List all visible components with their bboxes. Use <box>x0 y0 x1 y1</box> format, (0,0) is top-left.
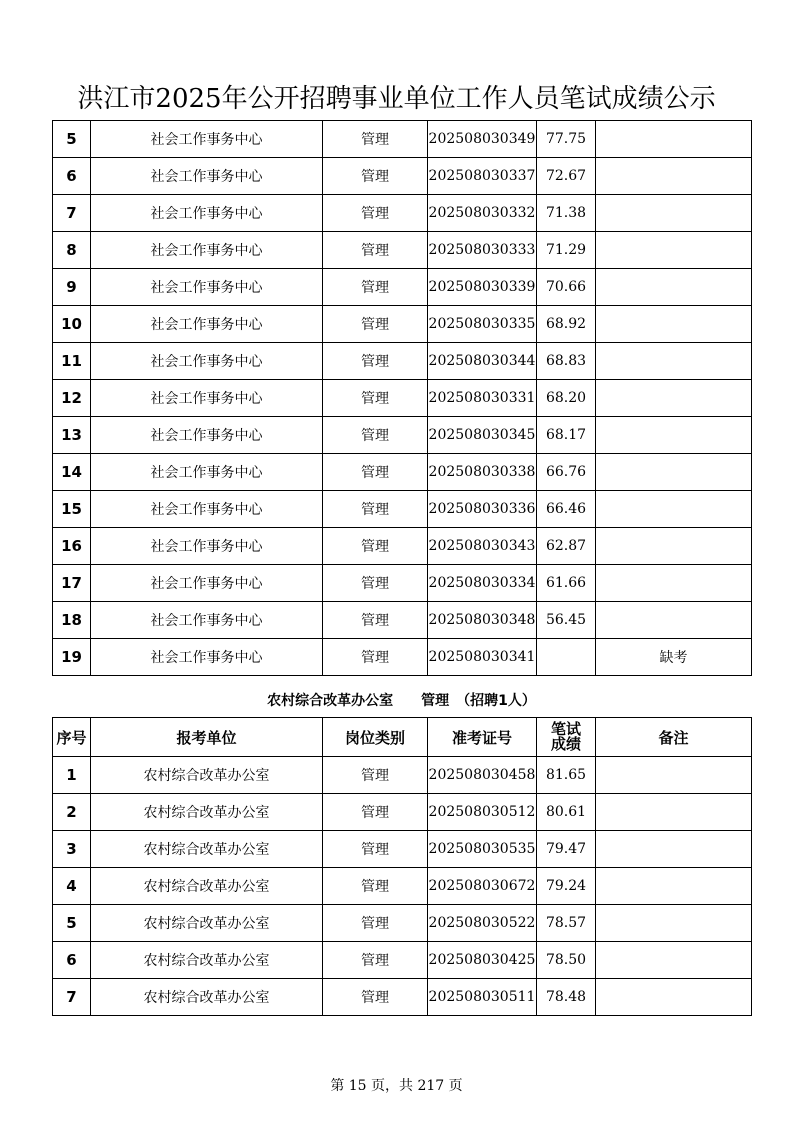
score-cell: 78.57 <box>537 905 596 942</box>
table-row <box>53 343 752 380</box>
table-header-row <box>53 718 752 757</box>
note-cell: 缺考 <box>596 639 752 676</box>
unit-cell: 农村综合改革办公室 <box>91 757 323 794</box>
ticket-cell: 202508030425 <box>428 942 537 979</box>
score-cell: 77.75 <box>537 121 596 158</box>
note-cell <box>596 380 752 417</box>
category-cell: 管理 <box>323 979 428 1016</box>
note-cell <box>596 121 752 158</box>
note-cell <box>596 942 752 979</box>
category-cell: 管理 <box>323 306 428 343</box>
row-number: 8 <box>53 232 91 269</box>
ticket-cell: 202508030333 <box>428 232 537 269</box>
unit-cell: 社会工作事务中心 <box>91 121 323 158</box>
table-row <box>53 417 752 454</box>
category-cell: 管理 <box>323 454 428 491</box>
unit-cell: 社会工作事务中心 <box>91 454 323 491</box>
section-heading: 农村综合改革办公室 管理 （招聘1人） <box>267 693 536 709</box>
table-row <box>53 158 752 195</box>
ticket-cell: 202508030345 <box>428 417 537 454</box>
note-cell <box>596 905 752 942</box>
note-cell <box>596 158 752 195</box>
score-cell: 79.24 <box>537 868 596 905</box>
unit-cell: 农村综合改革办公室 <box>91 794 323 831</box>
table-row <box>53 565 752 602</box>
category-cell: 管理 <box>323 868 428 905</box>
category-cell: 管理 <box>323 195 428 232</box>
header-note: 备注 <box>596 718 752 757</box>
row-number: 15 <box>53 491 91 528</box>
ticket-cell: 202508030343 <box>428 528 537 565</box>
category-cell: 管理 <box>323 528 428 565</box>
row-number: 16 <box>53 528 91 565</box>
table-row <box>53 942 752 979</box>
note-cell <box>596 454 752 491</box>
table-row <box>53 232 752 269</box>
score-cell: 71.29 <box>537 232 596 269</box>
unit-cell: 农村综合改革办公室 <box>91 942 323 979</box>
score-cell: 61.66 <box>537 565 596 602</box>
category-cell: 管理 <box>323 565 428 602</box>
category-cell: 管理 <box>323 905 428 942</box>
header-no: 序号 <box>53 718 91 757</box>
ticket-cell: 202508030341 <box>428 639 537 676</box>
category-cell: 管理 <box>323 158 428 195</box>
score-cell: 68.17 <box>537 417 596 454</box>
score-cell: 66.76 <box>537 454 596 491</box>
unit-cell: 社会工作事务中心 <box>91 639 323 676</box>
category-cell: 管理 <box>323 417 428 454</box>
row-number: 7 <box>53 979 91 1016</box>
unit-cell: 社会工作事务中心 <box>91 528 323 565</box>
note-cell <box>596 528 752 565</box>
table-row <box>53 794 752 831</box>
page-title: 洪江市2025年公开招聘事业单位工作人员笔试成绩公示 <box>77 84 716 114</box>
note-cell <box>596 417 752 454</box>
table-row <box>53 757 752 794</box>
score-cell: 70.66 <box>537 269 596 306</box>
ticket-cell: 202508030332 <box>428 195 537 232</box>
row-number: 9 <box>53 269 91 306</box>
table-row <box>53 639 752 676</box>
category-cell: 管理 <box>323 757 428 794</box>
row-number: 11 <box>53 343 91 380</box>
ticket-cell: 202508030672 <box>428 868 537 905</box>
header-score <box>537 718 596 757</box>
score-cell: 68.83 <box>537 343 596 380</box>
row-number: 12 <box>53 380 91 417</box>
note-cell <box>596 195 752 232</box>
table-row <box>53 831 752 868</box>
note-cell <box>596 757 752 794</box>
unit-cell: 社会工作事务中心 <box>91 343 323 380</box>
ticket-cell: 202508030522 <box>428 905 537 942</box>
row-number: 2 <box>53 794 91 831</box>
unit-cell: 社会工作事务中心 <box>91 602 323 639</box>
ticket-cell: 202508030344 <box>428 343 537 380</box>
header-score-line1: 笔试 <box>550 720 581 738</box>
unit-cell: 社会工作事务中心 <box>91 269 323 306</box>
row-number: 1 <box>53 757 91 794</box>
header-ticket: 准考证号 <box>428 718 537 757</box>
unit-cell: 农村综合改革办公室 <box>91 868 323 905</box>
table-row <box>53 380 752 417</box>
row-number: 3 <box>53 831 91 868</box>
row-number: 19 <box>53 639 91 676</box>
unit-cell: 社会工作事务中心 <box>91 232 323 269</box>
results-table-social-work <box>52 120 752 676</box>
category-cell: 管理 <box>323 491 428 528</box>
ticket-cell: 202508030335 <box>428 306 537 343</box>
header-unit: 报考单位 <box>91 718 323 757</box>
row-number: 4 <box>53 868 91 905</box>
unit-cell: 社会工作事务中心 <box>91 380 323 417</box>
table-row <box>53 602 752 639</box>
score-cell: 71.38 <box>537 195 596 232</box>
score-cell <box>537 639 596 676</box>
category-cell: 管理 <box>323 794 428 831</box>
unit-cell: 农村综合改革办公室 <box>91 905 323 942</box>
row-number: 5 <box>53 905 91 942</box>
ticket-cell: 202508030349 <box>428 121 537 158</box>
table-row <box>53 528 752 565</box>
ticket-cell: 202508030511 <box>428 979 537 1016</box>
row-number: 5 <box>53 121 91 158</box>
row-number: 6 <box>53 942 91 979</box>
note-cell <box>596 868 752 905</box>
category-cell: 管理 <box>323 380 428 417</box>
table-row <box>53 454 752 491</box>
table-row <box>53 979 752 1016</box>
score-cell: 78.50 <box>537 942 596 979</box>
table-row <box>53 868 752 905</box>
table-row <box>53 491 752 528</box>
note-cell <box>596 343 752 380</box>
row-number: 17 <box>53 565 91 602</box>
unit-cell: 农村综合改革办公室 <box>91 979 323 1016</box>
category-cell: 管理 <box>323 942 428 979</box>
note-cell <box>596 491 752 528</box>
page-footer: 第 15 页，共 217 页 <box>330 1078 463 1094</box>
score-cell: 68.92 <box>537 306 596 343</box>
ticket-cell: 202508030331 <box>428 380 537 417</box>
ticket-cell: 202508030336 <box>428 491 537 528</box>
table-row <box>53 195 752 232</box>
category-cell: 管理 <box>323 602 428 639</box>
note-cell <box>596 794 752 831</box>
category-cell: 管理 <box>323 639 428 676</box>
header-category: 岗位类别 <box>323 718 428 757</box>
ticket-cell: 202508030348 <box>428 602 537 639</box>
note-cell <box>596 979 752 1016</box>
category-cell: 管理 <box>323 232 428 269</box>
table-row <box>53 121 752 158</box>
ticket-cell: 202508030338 <box>428 454 537 491</box>
ticket-cell: 202508030512 <box>428 794 537 831</box>
row-number: 7 <box>53 195 91 232</box>
ticket-cell: 202508030339 <box>428 269 537 306</box>
note-cell <box>596 269 752 306</box>
score-cell: 66.46 <box>537 491 596 528</box>
row-number: 10 <box>53 306 91 343</box>
score-cell: 81.65 <box>537 757 596 794</box>
row-number: 13 <box>53 417 91 454</box>
unit-cell: 社会工作事务中心 <box>91 195 323 232</box>
table-row <box>53 905 752 942</box>
unit-cell: 社会工作事务中心 <box>91 158 323 195</box>
score-cell: 78.48 <box>537 979 596 1016</box>
ticket-cell: 202508030458 <box>428 757 537 794</box>
score-cell: 79.47 <box>537 831 596 868</box>
score-cell: 62.87 <box>537 528 596 565</box>
results-table-rural-reform <box>52 717 752 1016</box>
score-cell: 56.45 <box>537 602 596 639</box>
category-cell: 管理 <box>323 269 428 306</box>
unit-cell: 社会工作事务中心 <box>91 491 323 528</box>
score-cell: 80.61 <box>537 794 596 831</box>
table-row <box>53 269 752 306</box>
ticket-cell: 202508030535 <box>428 831 537 868</box>
note-cell <box>596 306 752 343</box>
row-number: 6 <box>53 158 91 195</box>
category-cell: 管理 <box>323 831 428 868</box>
note-cell <box>596 831 752 868</box>
note-cell <box>596 565 752 602</box>
note-cell <box>596 232 752 269</box>
unit-cell: 社会工作事务中心 <box>91 306 323 343</box>
unit-cell: 社会工作事务中心 <box>91 417 323 454</box>
category-cell: 管理 <box>323 343 428 380</box>
note-cell <box>596 602 752 639</box>
header-score-line2: 成绩 <box>550 735 581 753</box>
row-number: 14 <box>53 454 91 491</box>
category-cell: 管理 <box>323 121 428 158</box>
unit-cell: 农村综合改革办公室 <box>91 831 323 868</box>
row-number: 18 <box>53 602 91 639</box>
score-cell: 72.67 <box>537 158 596 195</box>
score-cell: 68.20 <box>537 380 596 417</box>
ticket-cell: 202508030337 <box>428 158 537 195</box>
unit-cell: 社会工作事务中心 <box>91 565 323 602</box>
table-row <box>53 306 752 343</box>
ticket-cell: 202508030334 <box>428 565 537 602</box>
